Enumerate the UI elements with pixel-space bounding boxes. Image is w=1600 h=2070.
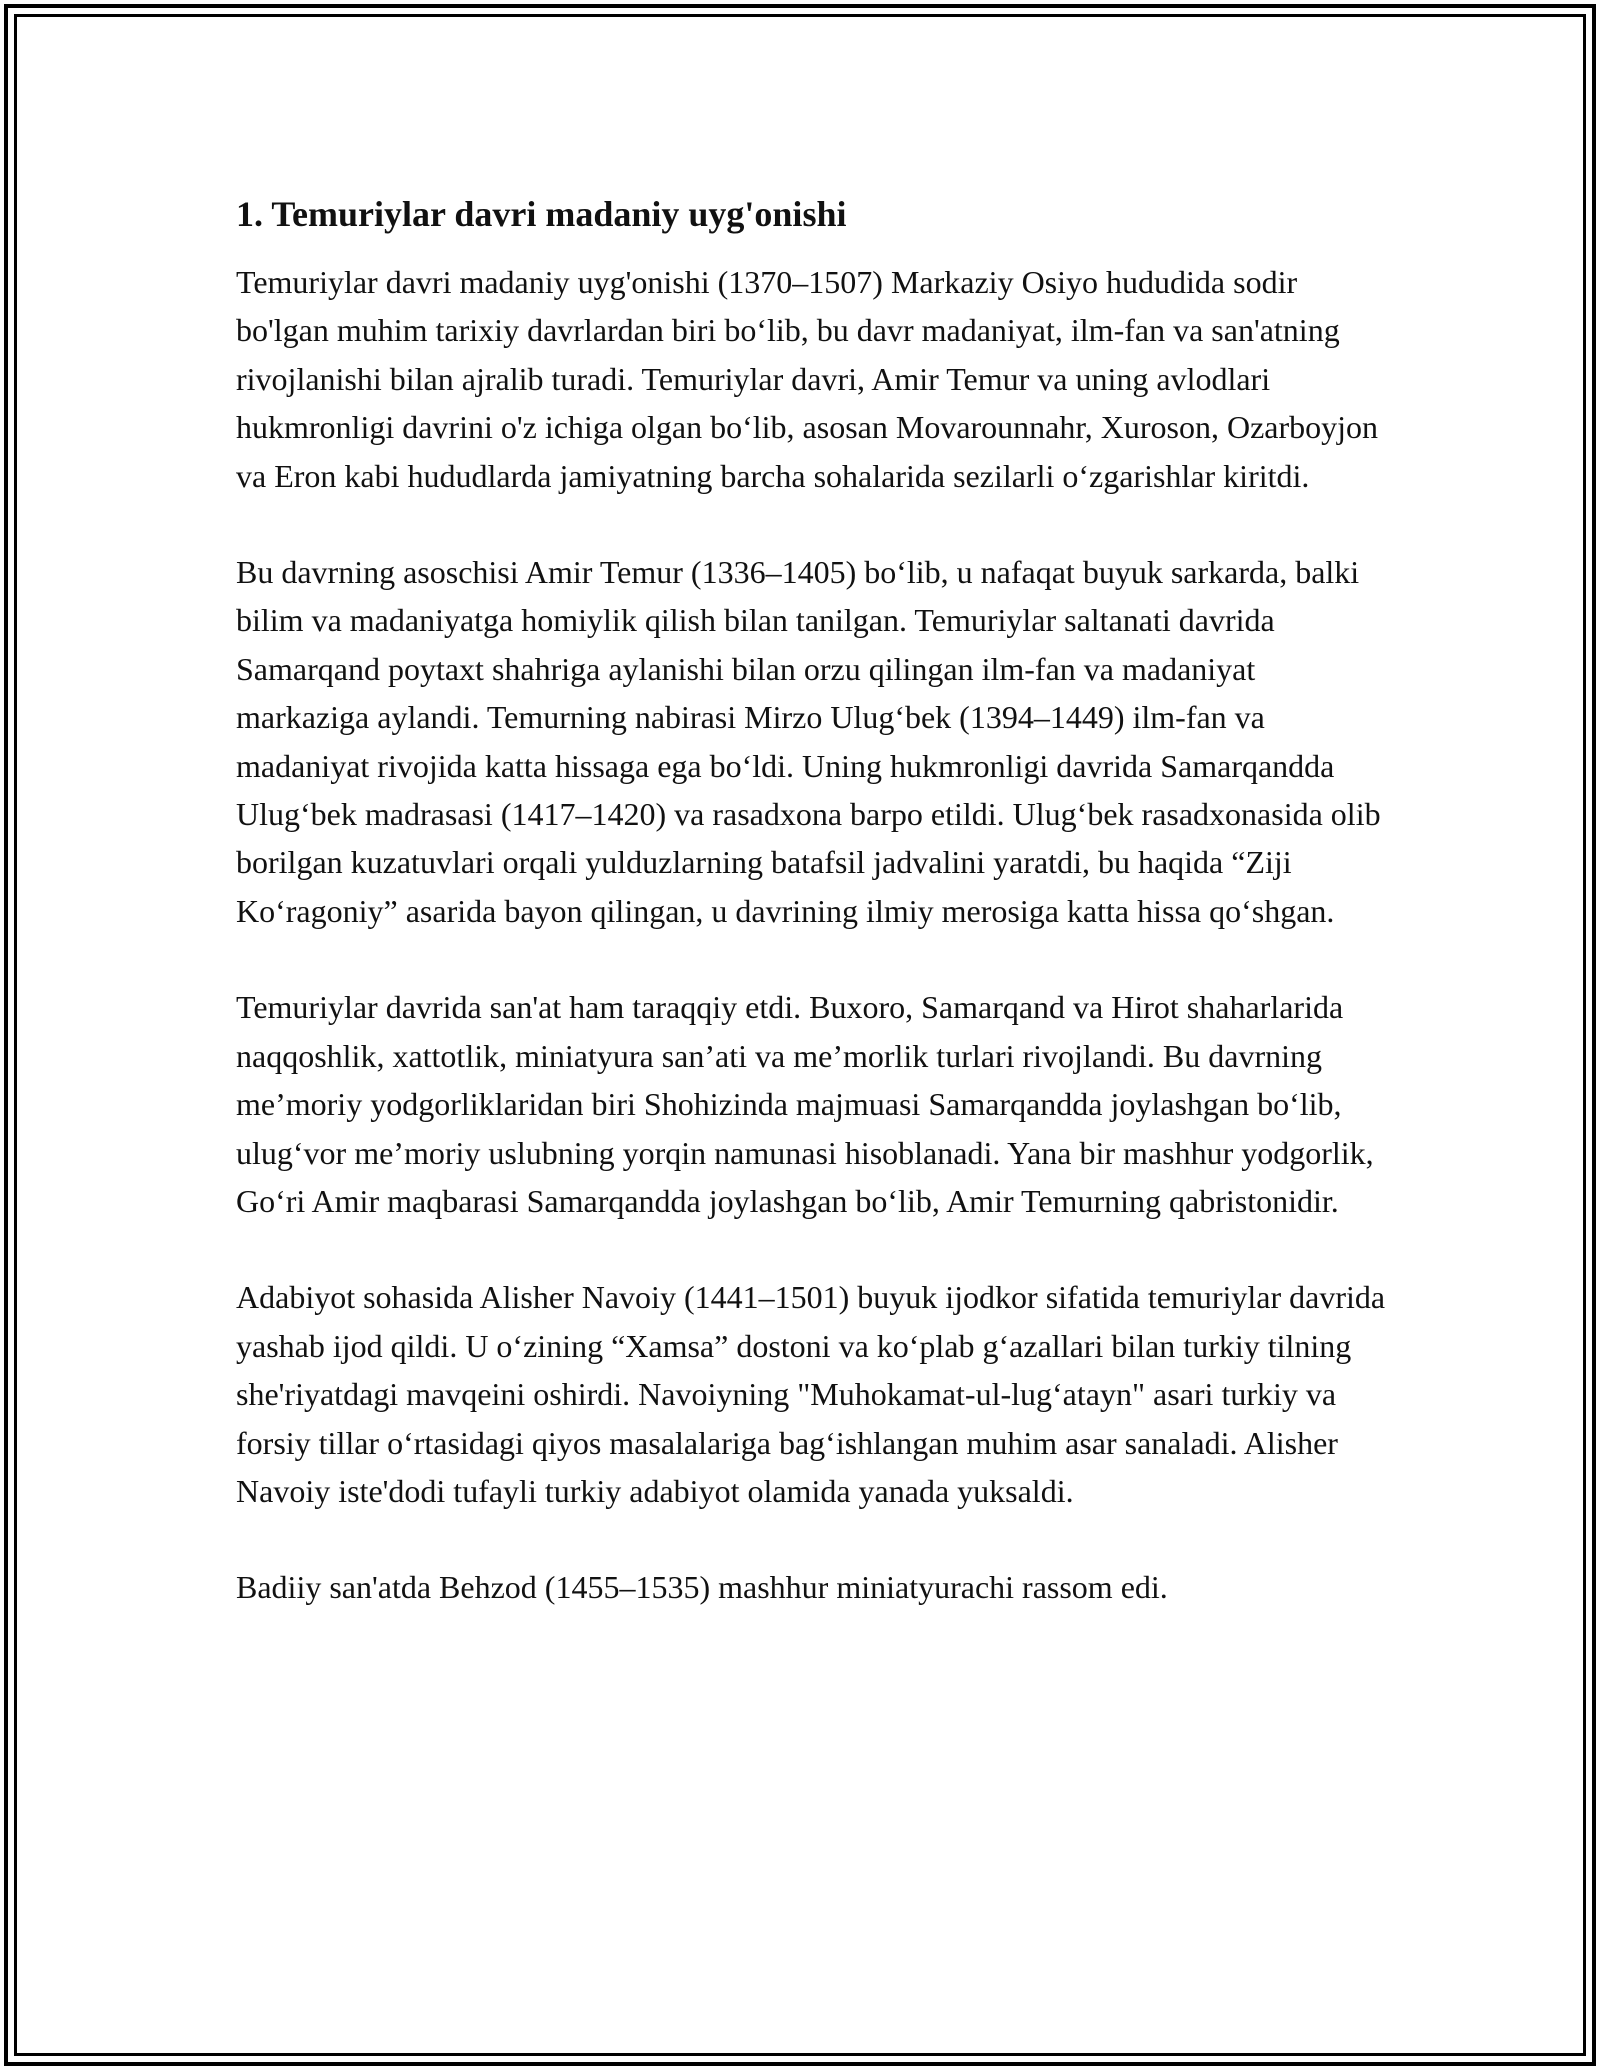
document-body	[236, 190, 1386, 1612]
paragraph-amir-temur: Bu davrning asoschisi Amir Temur (1336–1405) bo‘lib, u nafaqat buyuk sarkarda, balki bilim va madaniyatga homiylik qilish bilan tanilgan. Temuriylar saltanati davrida Samarqand poytaxt shahriga aylanishi bilan orzu qilingan ilm-fan va madaniyat markaziga aylandi. Temurning nabirasi Mirzo Ulug‘bek (1394–1449) ilm-fan va madaniyat rivojida katta hissaga ega bo‘ldi. Uning hukmronligi davrida Samarqandda Ulug‘bek madrasasi (1417–1420) va rasadxona barpo etildi. Ulug‘bek rasadxonasida olib borilgan kuzatuvlari orqali yulduzlarning batafsil jadvalini yaratdi, bu haqida “Ziji Ko‘ragoniy” asarida bayon qilingan, u davrining ilmiy merosiga katta hissa qo‘shgan.	[236, 554, 1381, 929]
paragraph-intro: Temuriylar davri madaniy uyg'onishi (1370–1507) Markaziy Osiyo hududida sodir bo'lgan muhim tarixiy davrlardan biri bo‘lib, bu davr madaniyat, ilm-fan va san'atning rivojlanishi bilan ajralib turadi. Temuriylar davri, Amir Temur va uning avlodlari hukmronligi davrini o'z ichiga olgan bo‘lib, asosan Movarounnahr, Xuroson, Ozarboyjon va Eron kabi hududlarda jamiyatning barcha sohalarida sezilarli o‘zgarishlar kiritdi.	[236, 264, 1379, 494]
paragraph-literature: Adabiyot sohasida Alisher Navoiy (1441–1501) buyuk ijodkor sifatida temuriylar davrida yashab ijod qildi. U o‘zining “Xamsa” dostoni va ko‘plab g‘azallari bilan turkiy tilning she'riyatdagi mavqeini oshirdi. Navoiyning "Muhokamat-ul-lug‘atayn" asari turkiy va forsiy tillar o‘rtasidagi qiyos masalalariga bag‘ishlangan muhim asar sanaladi. Alisher Navoiy iste'dodi tufayli turkiy adabiyot olamida yanada yuksaldi.	[236, 1279, 1386, 1509]
paragraph-art: Temuriylar davrida san'at ham taraqqiy etdi. Buxoro, Samarqand va Hirot shaharlarida naqqoshlik, xattotlik, miniatyura san’ati va me’morlik turlari rivojlandi. Bu davrning me’moriy yodgorliklaridan biri Shohizinda majmuasi Samarqandda joylashgan bo‘lib, ulug‘vor me’moriy uslubning yorqin namunasi hisoblanadi. Yana bir mashhur yodgorlik, Go‘ri Amir maqbarasi Samarqandda joylashgan bo‘lib, Amir Temurning qabristonidir.	[236, 989, 1374, 1219]
section-heading: 1. Temuriylar davri madaniy uyg'onishi	[236, 194, 847, 234]
paragraph-behzod: Badiiy san'atda Behzod (1455–1535) mashhur miniatyurachi rassom edi.	[236, 1569, 1168, 1606]
